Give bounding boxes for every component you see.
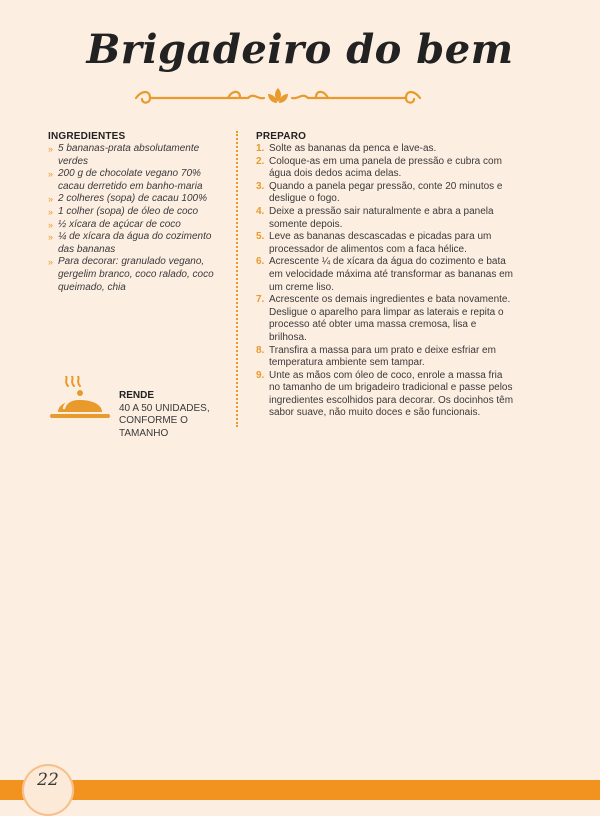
step-number: 1.	[256, 143, 265, 154]
preparation-step	[256, 143, 516, 156]
page-number: 22	[37, 770, 59, 790]
ingredient-text: ½ xícara de açúcar de coco	[58, 218, 181, 230]
bullet-icon: »	[48, 257, 54, 268]
ingredient-text: Para decorar: granulado vegano, gergelim branco, coco ralado, coco queimado, chia	[58, 256, 214, 293]
bullet-icon: »	[48, 144, 54, 154]
preparation-step	[256, 256, 516, 294]
yield-label: RENDE	[119, 390, 155, 401]
ingredients-list	[48, 143, 228, 294]
title-ornament-icon	[128, 84, 428, 110]
step-number: 7.	[256, 294, 265, 306]
ingredient-item	[48, 206, 228, 219]
step-text: Solte as bananas da penca e lave-as.	[269, 143, 437, 154]
footer-bar	[0, 780, 600, 800]
bullet-icon: »	[48, 194, 54, 205]
ingredient-item	[48, 143, 228, 168]
preparation-heading: PREPARO	[256, 131, 307, 142]
step-number: 5.	[256, 231, 265, 243]
ingredient-item	[48, 256, 228, 294]
preparation-step	[256, 156, 516, 181]
step-number: 9.	[256, 369, 265, 381]
ingredient-text: 5 bananas-prata absolutamente verdes	[58, 143, 200, 167]
yield-value: 40 A 50 UNIDADES, CONFORME O TAMANHO	[119, 402, 210, 439]
preparation-step	[256, 294, 516, 344]
step-text: Transfira a massa para um prato e deixe esfriar em temperatura ambiente sem tampar.	[269, 344, 496, 369]
ingredient-item	[48, 168, 228, 193]
ingredient-text: 2 colheres (sopa) de cacau 100%	[58, 193, 207, 205]
bullet-icon: »	[48, 219, 54, 230]
column-divider	[236, 131, 238, 427]
ingredients-section	[48, 131, 228, 294]
step-text: Quando a panela pegar pressão, conte 20 minutos e desligue o fogo.	[269, 180, 503, 205]
step-text: Acrescente ¼ de xícara da água do cozimento e bata em velocidade máxima até transformar as bananas em um creme liso.	[269, 256, 514, 293]
preparation-step	[256, 231, 516, 256]
ingredient-item	[48, 231, 228, 256]
step-text: Coloque-as em uma panela de pressão e cubra com água dois dedos acima delas.	[269, 155, 502, 180]
step-number: 4.	[256, 205, 265, 217]
ingredient-text: 1 colher (sopa) de óleo de coco	[58, 205, 199, 217]
ingredient-item	[48, 219, 228, 232]
step-number: 6.	[256, 256, 265, 268]
bullet-icon: »	[48, 232, 54, 243]
ingredient-text: ¼ de xícara da água do cozimento das bananas	[58, 231, 212, 255]
preparation-section	[256, 131, 516, 420]
step-text: Deixe a pressão sair naturalmente e abra a panela somente depois.	[269, 205, 494, 230]
step-text: Unte as mãos com óleo de coco, enrole a massa fria no tamanho de um brigadeiro tradicional e passe pelos ingredientes escolhidos para decorar. Os docinhos têm sabor suave, não muito doces e são funcionais.	[269, 369, 514, 419]
preparation-step	[256, 181, 516, 206]
bullet-icon: »	[48, 206, 54, 217]
step-number: 3.	[256, 180, 265, 192]
ingredient-item	[48, 193, 228, 206]
yield-info	[119, 390, 239, 440]
preparation-step	[256, 370, 516, 420]
serving-dish-icon	[44, 376, 116, 424]
step-number: 2.	[256, 155, 265, 167]
preparation-step	[256, 206, 516, 231]
ingredient-text: 200 g de chocolate vegano 70% cacau derretido em banho-maria	[58, 168, 203, 192]
preparation-steps	[256, 143, 516, 420]
recipe-title: Brigadeiro do bem	[86, 26, 514, 73]
preparation-step	[256, 345, 516, 370]
ingredients-heading: INGREDIENTES	[48, 131, 126, 142]
step-text: Acrescente os demais ingredientes e bata novamente. Desligue o aparelho para limpar as laterais e repita o processo até obter uma massa cremosa, lisa e brilhosa.	[269, 294, 511, 343]
step-number: 8.	[256, 344, 265, 356]
step-text: Leve as bananas descascadas e picadas para um processador de alimentos com a faca hélice.	[269, 231, 492, 255]
bullet-icon: »	[48, 169, 54, 180]
